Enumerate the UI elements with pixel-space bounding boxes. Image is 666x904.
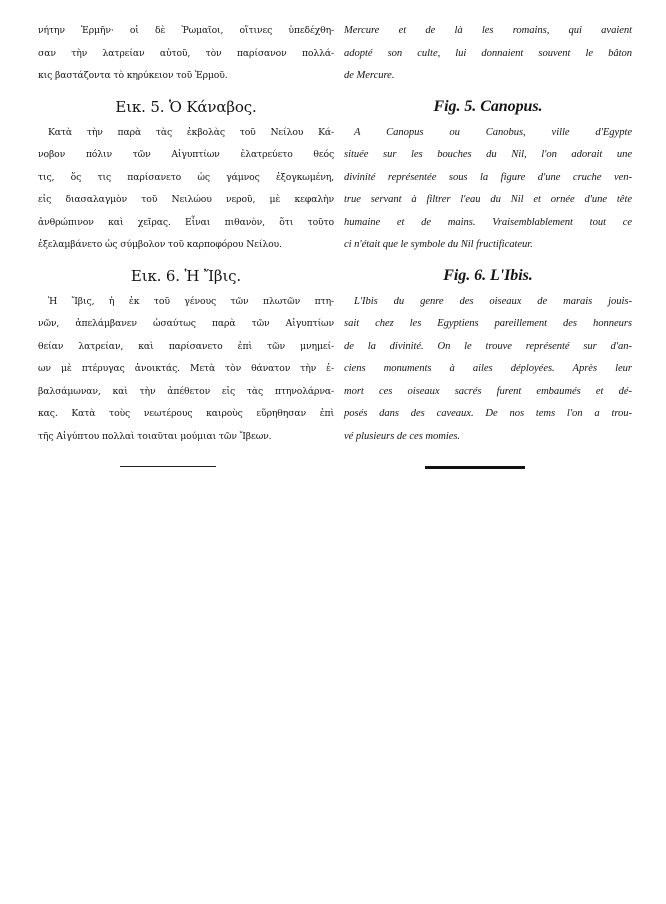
french-fig6-line: sait chez les Egyptiens pareillement des honneurs bbox=[344, 318, 632, 329]
french-fig5-line: située sur les bouches du Nil, l'on adorait une bbox=[344, 149, 632, 160]
french-divider-rule bbox=[425, 466, 525, 469]
greek-fig5-line: ἀνθρώπινον καὶ χεῖρας. Εἶναι πιθανὸν, ὅτι τοῦτο bbox=[38, 216, 334, 228]
french-fig6-line: posés dans des caveaux. De nos tems l'on a trou- bbox=[344, 408, 632, 419]
greek-fig5-line: τις, ὅς τις παρίσανετο ὡς γάμνος ἐξογκωμένη, bbox=[38, 171, 334, 183]
greek-divider-rule bbox=[120, 466, 216, 467]
french-fig5-line: humaine et de mains. Vraisemblablement tout ce bbox=[344, 216, 632, 228]
french-fig6-line: vé plusieurs de ces momies. bbox=[344, 430, 461, 442]
greek-fig6-line: θείαν λατρείαν, καὶ παρίσανετο ἐπὶ τῶν μνημεί- bbox=[38, 340, 334, 352]
greek-fig6-line: κας. Κατὰ τοὺς νεωτέρους καιροὺς εὕρηθησαν ἐπὶ bbox=[38, 408, 334, 419]
french-intro-line: de Mercure. bbox=[344, 70, 395, 81]
greek-fig6-line: νῶν, ἀπελάμβανεν ὡσαύτως παρὰ τῶν Αἰγυπτίων bbox=[38, 318, 334, 329]
french-fig6-line: L'Ibis du genre des oiseaux de marais jouis- bbox=[354, 295, 632, 307]
greek-fig5-line: Κατὰ τὴν παρὰ τὰς ἐκβολὰς τοῦ Νείλου Κά- bbox=[48, 126, 334, 138]
french-fig5-heading: Fig. 5. Canopus. bbox=[433, 97, 543, 115]
french-column bbox=[344, 20, 632, 448]
greek-fig5-line: νοβον πόλιν τῶν Αἰγυπτίων ἐλατρεύετο θεός bbox=[38, 149, 334, 160]
french-intro-line: adopté son culte, lui donnaient souvent le bâton bbox=[344, 47, 632, 59]
french-intro-line: Mercure et de là les romains, qui avaient bbox=[344, 25, 632, 36]
french-fig5-line: ci n'était que le symbole du Nil fructificateur. bbox=[344, 239, 533, 250]
french-fig5-line: A Canopus ou Canobus, ville d'Egypte bbox=[354, 126, 632, 138]
greek-intro-line: κις βαστάζοντα τὸ κηρύκειον τοῦ Ἑρμοῦ. bbox=[38, 70, 228, 81]
greek-column bbox=[38, 20, 334, 448]
greek-fig5-line: ἐξελαμβάνετο ὡς σύμβολον τοῦ καρποφόρου Νείλου. bbox=[38, 239, 282, 250]
greek-fig6-line: Ἡ Ἴβις, ἡ ἐκ τοῦ γένους τῶν πλωτῶν πτη- bbox=[48, 295, 334, 307]
french-fig5-line: divinité représentée sous la figure d'une cruche ven- bbox=[344, 171, 632, 183]
french-fig6-heading: Fig. 6. L'Ibis. bbox=[443, 266, 533, 284]
greek-fig5-heading: Εικ. 5. Ὁ Κάναβος. bbox=[115, 97, 257, 116]
greek-fig6-line: βαλσάμωναν, καὶ τὴν ἀπέθετον εἰς τὰς πτηνολάρνα- bbox=[38, 385, 334, 397]
greek-fig6-line: ων μὲ πτέρυγας ἀνοικτάς. Μετὰ τὸν θάνατον τὴν ἐ- bbox=[38, 363, 334, 374]
french-fig6-line: ciens monuments à ailes déployées. Après leur bbox=[344, 363, 632, 374]
french-fig5-line: true servant à filtrer l'eau du Nil et ornée d'une tête bbox=[344, 194, 632, 205]
greek-intro-line: νήτην Ἑρμῆν· οἱ δὲ Ῥωμαῖοι, οἵτινες ὑπεδέχθη- bbox=[38, 25, 334, 36]
french-fig6-line: de la divinité. On le trouve représenté sur d'an- bbox=[344, 340, 632, 352]
greek-fig6-heading: Εικ. 6. Ἡ Ἴβις. bbox=[130, 266, 242, 285]
greek-fig5-line: εἰς διασαλαγμὸν τοῦ Νειλώου νεροῦ, μὲ κεφαλὴν bbox=[38, 194, 334, 205]
greek-intro-line: σαν τὴν λατρείαν αὐτοῦ, τὸν παρίσανον πολλά- bbox=[38, 47, 334, 59]
french-fig6-line: mort ces oiseaux sacrés furent embaumés et dé- bbox=[344, 385, 632, 397]
greek-fig6-line: τῆς Αἰγύπτου πολλαὶ τοιαῦται μούμιαι τῶν Ἴβεων. bbox=[38, 430, 272, 442]
